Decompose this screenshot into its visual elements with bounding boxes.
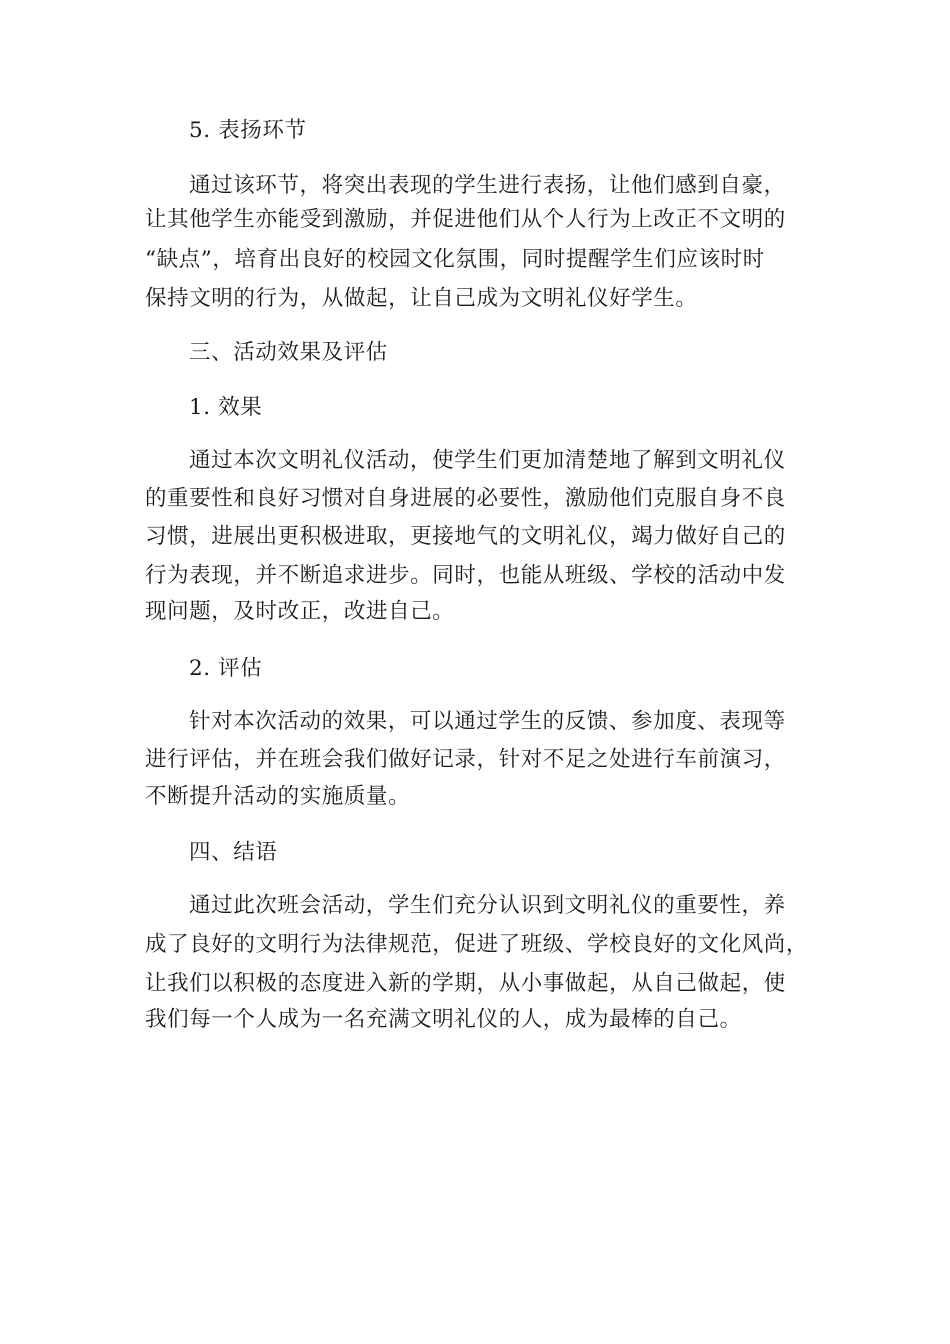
paragraph-evaluation-line: 针对本次活动的效果，可以通过学生的反馈、参加度、表现等: [189, 709, 786, 734]
heading-section-three: 三、活动效果及评估: [189, 340, 388, 365]
paragraph-effect-line: 通过本次文明礼仪活动，使学生们更加清楚地了解到文明礼仪: [189, 448, 786, 473]
paragraph-conclusion-line: 让我们以积极的态度进入新的学期，从小事做起，从自己做起，使: [145, 971, 786, 996]
paragraph-evaluation-line: 进行评估，并在班会我们做好记录，针对不足之处进行车前演习，: [145, 747, 786, 772]
paragraph-effect-line: 的重要性和良好习惯对自身进展的必要性，激励他们克服自身不良: [145, 486, 786, 511]
heading-section-four: 四、结语: [189, 840, 278, 865]
heading-effect: 1. 效果: [189, 395, 263, 420]
paragraph-effect-line: 习惯，进展出更积极进取，更接地气的文明礼仪，竭力做好自己的: [145, 524, 786, 549]
paragraph-evaluation-line: 不断提升活动的实施质量。: [145, 784, 411, 809]
paragraph-praise-line: 让其他学生亦能受到激励，并促进他们从个人行为上改正不文明的: [145, 207, 786, 232]
paragraph-effect-line: 现问题，及时改正，改进自己。: [145, 599, 455, 624]
heading-evaluation: 2. 评估: [189, 656, 263, 681]
paragraph-praise-line: 通过该环节，将突出表现的学生进行表扬，让他们感到自豪，: [189, 173, 786, 198]
paragraph-praise-line: “缺点”，培育出良好的校园文化氛围，同时提醒学生们应该时时: [145, 247, 765, 272]
paragraph-conclusion-line: 通过此次班会活动，学生们充分认识到文明礼仪的重要性，养: [189, 893, 786, 918]
paragraph-effect-line: 行为表现，并不断追求进步。同时，也能从班级、学校的活动中发: [145, 563, 786, 588]
paragraph-conclusion-line: 成了良好的文明行为法律规范，促进了班级、学校良好的文化风尚，: [145, 932, 809, 957]
heading-praise-section: 5. 表扬环节: [189, 118, 307, 143]
paragraph-conclusion-line: 我们每一个人成为一名充满文明礼仪的人，成为最棒的自己。: [145, 1007, 742, 1032]
paragraph-praise-line: 保持文明的行为，从做起，让自己成为文明礼仪好学生。: [145, 286, 698, 311]
